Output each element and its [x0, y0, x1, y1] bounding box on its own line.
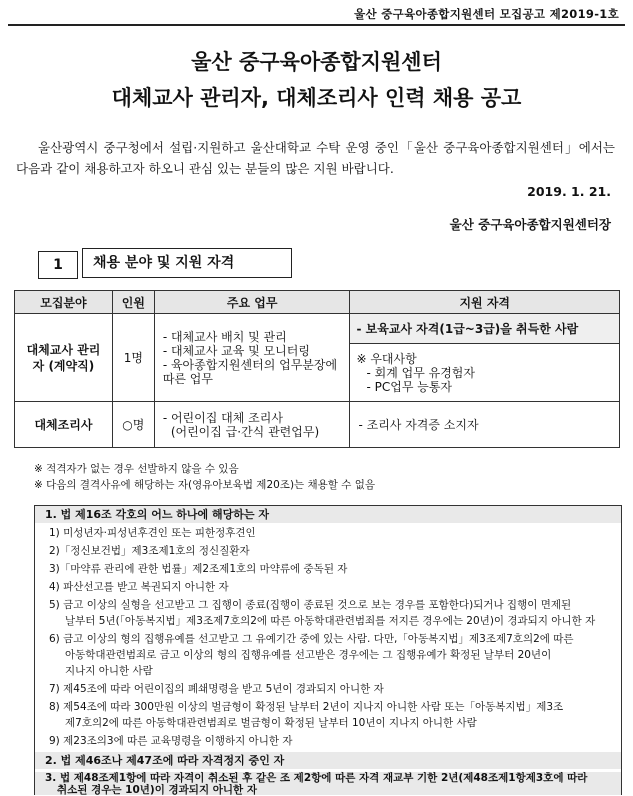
duty-item: - 대체교사 배치 및 관리	[162, 329, 287, 344]
section-number: 1	[38, 251, 78, 279]
header-field: 모집분야	[15, 291, 113, 314]
qualification-main: - 보육교사 자격(1급~3급)을 취득한 사람	[350, 314, 620, 344]
disq-item-cont: 지나지 아니한 사람	[65, 665, 153, 677]
duty-item: - 어린이집 대체 조리사	[162, 410, 283, 425]
header-divider	[8, 24, 625, 26]
notice-number: 울산 중구육아종합지원센터 모집공고 제2019-1호	[354, 7, 619, 21]
preference-item: - PC업무 능통자	[366, 379, 453, 394]
recruitment-table	[14, 290, 620, 448]
disq-item: 9) 제23조의3에 따른 교육명령을 이행하지 아니한 자	[49, 735, 293, 747]
section-title: 채용 분야 및 지원 자격	[82, 248, 292, 278]
page-title-line1: 울산 중구육아종합지원센터	[191, 50, 442, 74]
disq-heading-1: 1. 법 제16조 각호의 어느 하나에 해당하는 자	[45, 508, 269, 521]
header-count: 인원	[112, 291, 154, 314]
intro-paragraph: 울산광역시 중구청에서 설립·지원하고 울산대학교 수탁 운영 중인「울산 중구육아종합지원센터」에서는 다음과 같이 채용하고자 하오니 관심 있는 분들의 많은 지원 바랍니다.	[16, 140, 615, 176]
table-row	[15, 314, 620, 344]
count-row1: 1명	[112, 314, 154, 402]
disq-heading-3: 3. 법 제48조제1항에 따라 자격이 취소된 후 같은 조 제2항에 따른 자격 재교부 기한 2년(제48조제1항제3호에 따라	[45, 772, 588, 784]
header-duties: 주요 업무	[154, 291, 350, 314]
field-substitute-teacher-manager: 대체교사 관리자 (계약직)	[15, 314, 113, 402]
disq-item: 1) 미성년자·피성년후견인 또는 피한정후견인	[49, 527, 256, 539]
notice-date: 2019. 1. 21.	[527, 184, 611, 199]
duty-item: - 육아종합지원센터의 업무분장에 따른 업무	[162, 357, 338, 386]
disqualification-box	[34, 505, 622, 795]
duties-row1	[154, 314, 350, 402]
table-header-row	[15, 291, 620, 314]
disq-heading-3-cont: 취소된 경우는 10년)이 경과되지 아니한 자	[57, 784, 257, 796]
preference-item: - 회계 업무 유경험자	[366, 365, 475, 380]
disq-item: 3)「마약류 관리에 관한 법률」제2조제1호의 마약류에 중독된 자	[49, 563, 348, 575]
field-substitute-cook: 대체조리사	[15, 402, 113, 448]
disq-heading-2: 2. 법 제46조나 제47조에 따라 자격정지 중인 자	[45, 754, 285, 767]
disq-item: 4) 파산선고를 받고 복권되지 아니한 자	[49, 581, 229, 593]
disq-item-cont: 제7호의2에 따른 아동학대관련범죄로 벌금형이 확정된 날부터 10년이 지나지 아니한 사람	[65, 717, 477, 729]
duties-row2	[154, 402, 350, 448]
qualification-cook: - 조리사 자격증 소지자	[350, 402, 620, 448]
duty-item: (어린이집 급·간식 관련업무)	[170, 424, 320, 439]
duty-item: - 대체교사 교육 및 모니터링	[162, 343, 310, 358]
issuing-organization: 울산 중구육아종합지원센터장	[449, 217, 611, 232]
preference-title: ※ 우대사항	[356, 351, 417, 366]
disq-item: 8) 제54조에 따라 300만원 이상의 벌금형이 확정된 날부터 2년이 지나지 아니한 사람 또는「아동복지법」제3조	[49, 701, 564, 713]
note-no-qualified: ※ 적격자가 없는 경우 선발하지 않을 수 있음	[34, 463, 239, 475]
header-qualification: 지원 자격	[350, 291, 620, 314]
disq-item: 6) 금고 이상의 형의 집행유예를 선고받고 그 유예기간 중에 있는 사람. 다만,「아동복지법」제3조제7호의2에 따른	[49, 633, 574, 645]
page-title-line2: 대체교사 관리자, 대체조리사 인력 채용 공고	[111, 86, 522, 110]
disq-item: 7) 제45조에 따라 어린이집의 폐쇄명령을 받고 5년이 경과되지 아니한 자	[49, 683, 384, 695]
count-row2: ○명	[112, 402, 154, 448]
disq-item: 2)「정신보건법」제3조제1호의 정신질환자	[49, 545, 250, 557]
disq-item-cont: 아동학대관련범죄로 금고 이상의 형의 집행유예를 선고받은 경우에는 그 집행유예가 확정된 날부터 20년이	[65, 649, 552, 661]
disq-item: 5) 금고 이상의 실형을 선고받고 그 집행이 종료(집행이 종료된 것으로 보는 경우를 포함한다)되거나 집행이 면제된	[49, 599, 572, 611]
qualification-preference	[350, 344, 620, 402]
note-disqualification: ※ 다음의 결격사유에 해당하는 자(영유아보육법 제20조)는 채용할 수 없음	[34, 479, 376, 491]
table-row	[15, 402, 620, 448]
disq-item-cont: 날부터 5년(「아동복지법」제3조제7호의2에 따른 아동학대관련범죄를 저지른 경우에는 20년)이 경과되지 아니한 자	[65, 615, 596, 627]
